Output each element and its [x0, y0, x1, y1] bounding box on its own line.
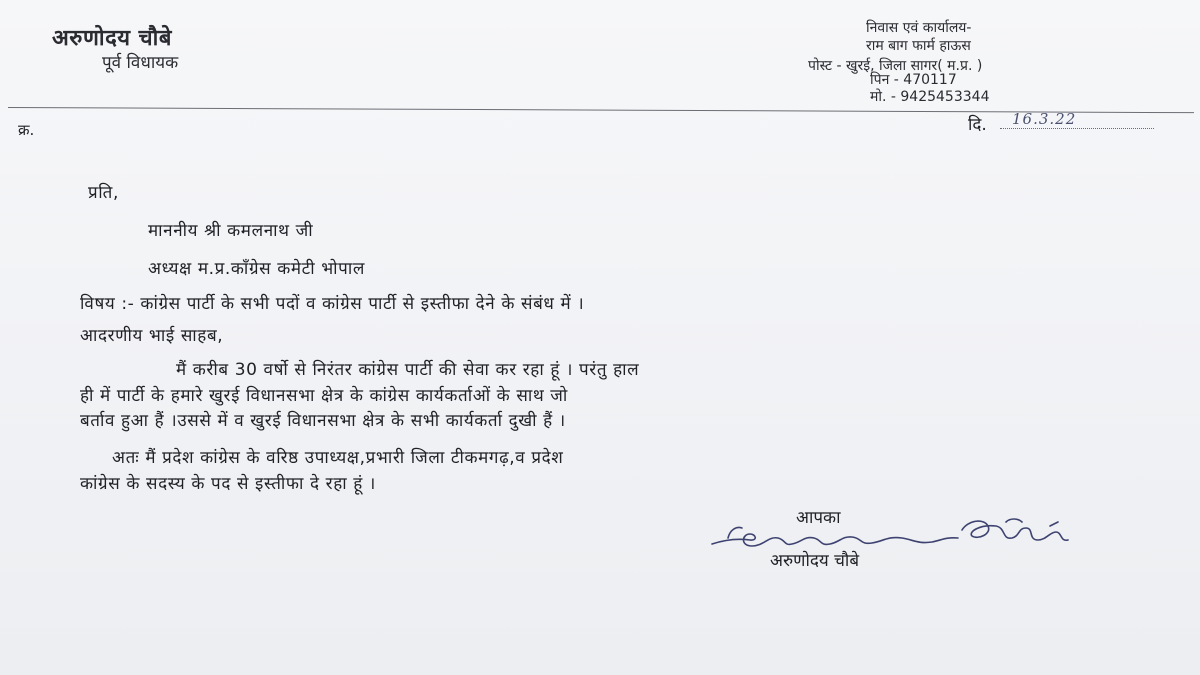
signer-name: अरुणोदय चौबे: [770, 551, 860, 571]
handwritten-signature: [706, 510, 1086, 558]
date-dotted-line: [1000, 128, 1154, 129]
sender-designation: पूर्व विधायक: [102, 53, 179, 73]
paragraph-1-line-2: ही में पार्टी के हमारे खुरई विधानसभा क्षेत्र के कांग्रेस कार्यकर्ताओं के साथ जो: [80, 386, 568, 406]
addressee-prefix: प्रति,: [88, 183, 119, 203]
recipient-name: माननीय श्री कमलनाथ जी: [148, 221, 314, 241]
address-line-residence: निवास एवं कार्यालय-: [866, 20, 972, 36]
subject-line: विषय :- कांग्रेस पार्टी के सभी पदों व कांग्रेस पार्टी से इस्तीफा देने के संबंध में ।: [80, 294, 585, 314]
paragraph-2-line-1: अतः मैं प्रदेश कांग्रेस के वरिष्ठ उपाध्यक्ष,प्रभारी जिला टीकमगढ़,व प्रदेश: [112, 448, 564, 468]
reference-label: क्र.: [18, 121, 35, 139]
address-line-post: पोस्ट - खुरई, जिला सागर( म.प्र. ): [808, 58, 983, 74]
paragraph-1-line-1: मैं करीब 30 वर्षो से निरंतर कांग्रेस पार्टी की सेवा कर रहा हूं । परंतु हाल: [176, 360, 640, 380]
paragraph-1-line-3: बर्ताव हुआ हैं ।उससे में व खुरई विधानसभा क्षेत्र के सभी कार्यकर्ता दुखी हैं ।: [80, 411, 566, 431]
recipient-title: अध्यक्ष म.प्र.कॉंग्रेस कमेटी भोपाल: [148, 259, 365, 279]
address-line-farmhouse: राम बाग फार्म हाऊस: [866, 38, 971, 54]
closing: आपका: [796, 508, 841, 528]
date-value: 16.3.22: [1012, 110, 1077, 128]
sender-name: अरुणोदय चौबे: [52, 26, 172, 51]
address-line-mobile: मो. - 9425453344: [870, 89, 990, 105]
paragraph-2-line-2: कांग्रेस के सदस्य के पद से इस्तीफा दे रहा हूं ।: [80, 474, 376, 494]
date-label: दि.: [968, 115, 987, 135]
salutation: आदरणीय भाई साहब,: [80, 326, 224, 346]
address-line-pin: पिन - 470117: [870, 72, 957, 88]
